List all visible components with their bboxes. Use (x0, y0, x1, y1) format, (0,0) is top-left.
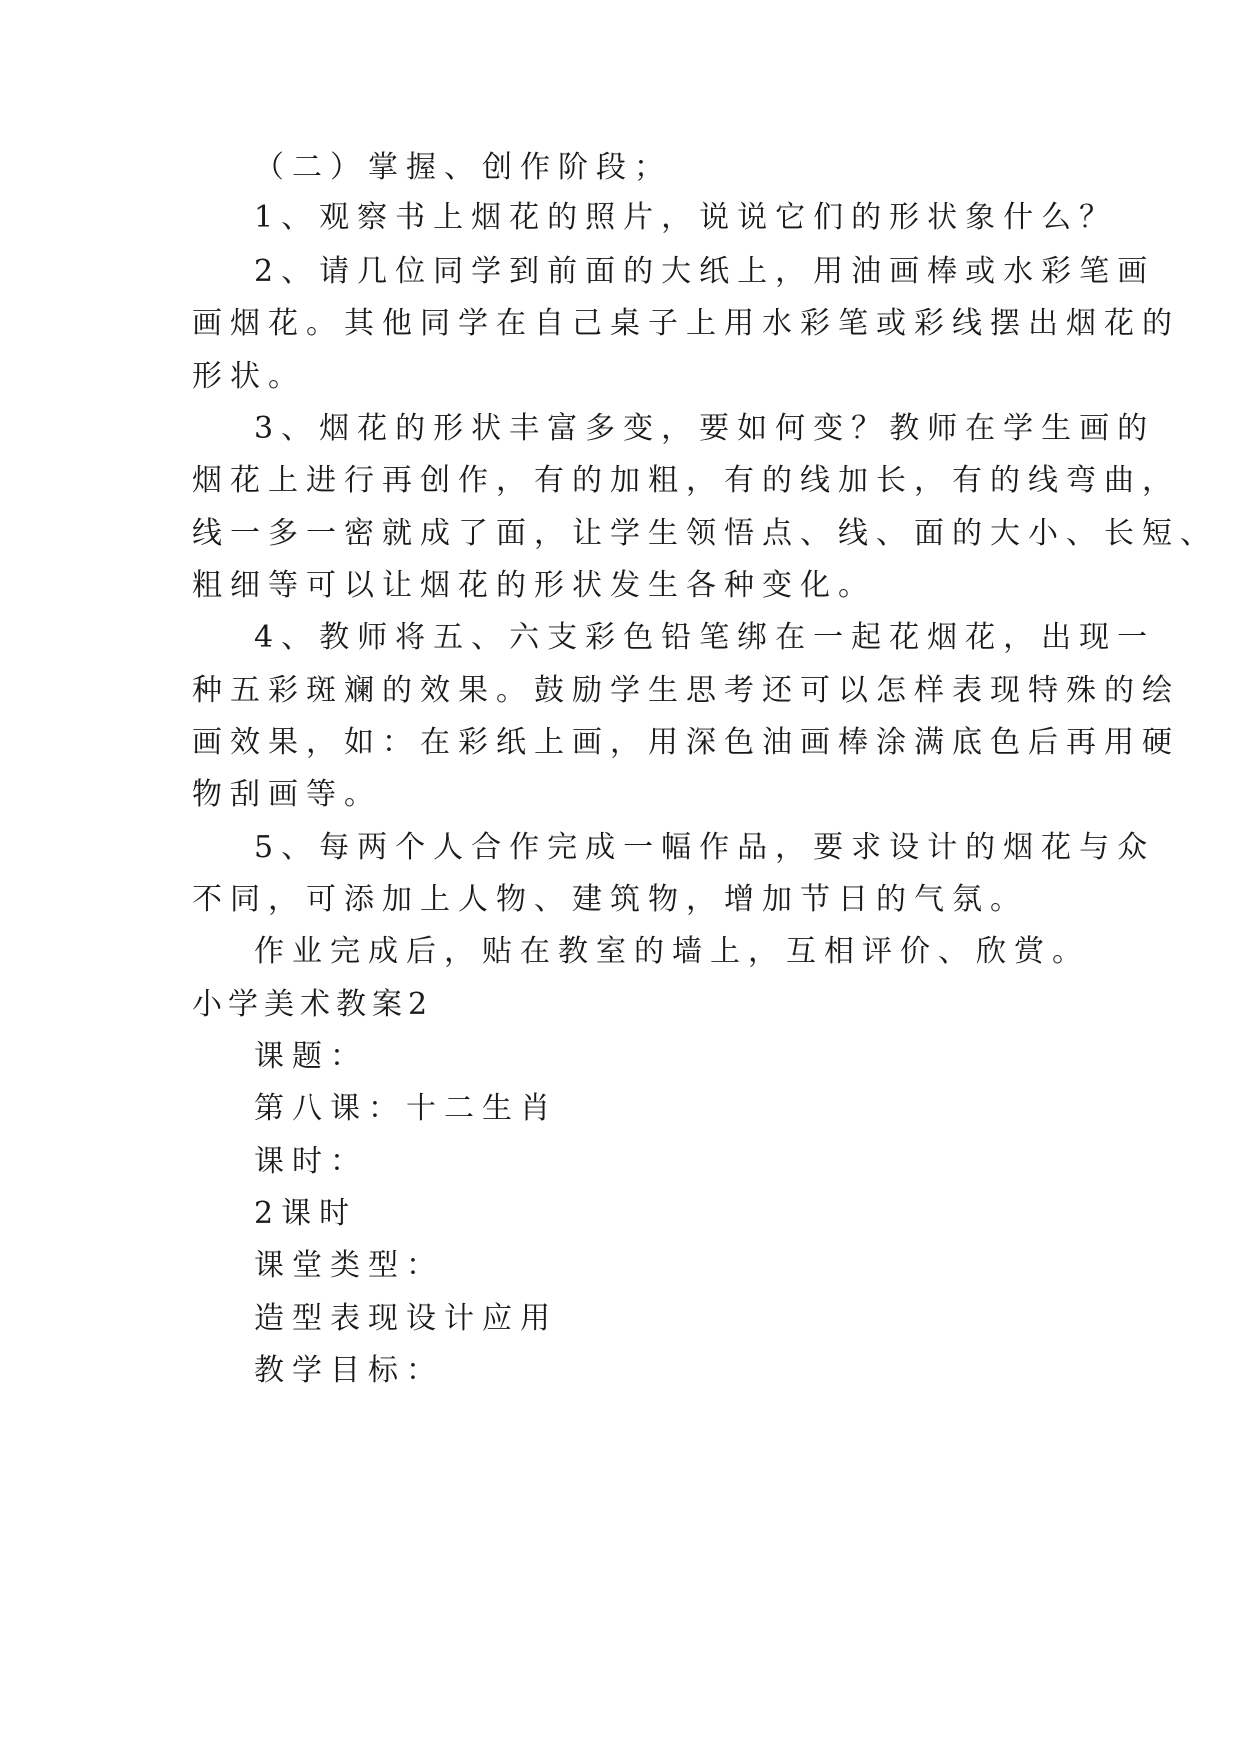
paragraph-line: 画效果，如：在彩纸上画，用深色油画棒涂满底色后再用硬 (192, 725, 1180, 760)
paragraph-line: 2、请几位同学到前面的大纸上，用油画棒或水彩笔画 (254, 254, 1156, 289)
paragraph-line: 不同，可添加上人物、建筑物，增加节日的气氛。 (192, 882, 1028, 917)
field-label: 教学目标： (254, 1353, 444, 1388)
paragraph-line: 粗细等可以让烟花的形状发生各种变化。 (192, 568, 876, 603)
paragraph-line: 作业完成后，贴在教室的墙上，互相评价、欣赏。 (254, 934, 1090, 969)
paragraph-line: 4、教师将五、六支彩色铅笔绑在一起花烟花，出现一 (254, 620, 1156, 655)
field-label: 课题： (254, 1039, 368, 1074)
field-value: 造型表现设计应用 (254, 1301, 558, 1336)
field-value: 第八课：十二生肖 (254, 1091, 558, 1126)
paragraph-line: 物刮画等。 (192, 777, 382, 812)
paragraph-line: 5、每两个人合作完成一幅作品，要求设计的烟花与众 (254, 830, 1156, 865)
field-label: 课堂类型： (254, 1248, 444, 1283)
paragraph-line: 烟花上进行再创作，有的加粗，有的线加长，有的线弯曲， (192, 463, 1180, 498)
paragraph-line: 1、观察书上烟花的照片，说说它们的形状象什么？ (254, 200, 1118, 235)
field-value: 2课时 (254, 1196, 358, 1231)
paragraph-line: 种五彩斑斓的效果。鼓励学生思考还可以怎样表现特殊的绘 (192, 673, 1180, 708)
section-heading: （二）掌握、创作阶段； (254, 150, 672, 185)
field-label: 课时： (254, 1144, 368, 1179)
paragraph-line: 线一多一密就成了面，让学生领悟点、线、面的大小、长短、 (192, 516, 1218, 551)
document-title: 小学美术教案2 (192, 987, 434, 1022)
paragraph-line: 形状。 (192, 359, 306, 394)
paragraph-line: 画烟花。其他同学在自己桌子上用水彩笔或彩线摆出烟花的 (192, 306, 1180, 341)
paragraph-line: 3、烟花的形状丰富多变，要如何变？教师在学生画的 (254, 411, 1156, 446)
